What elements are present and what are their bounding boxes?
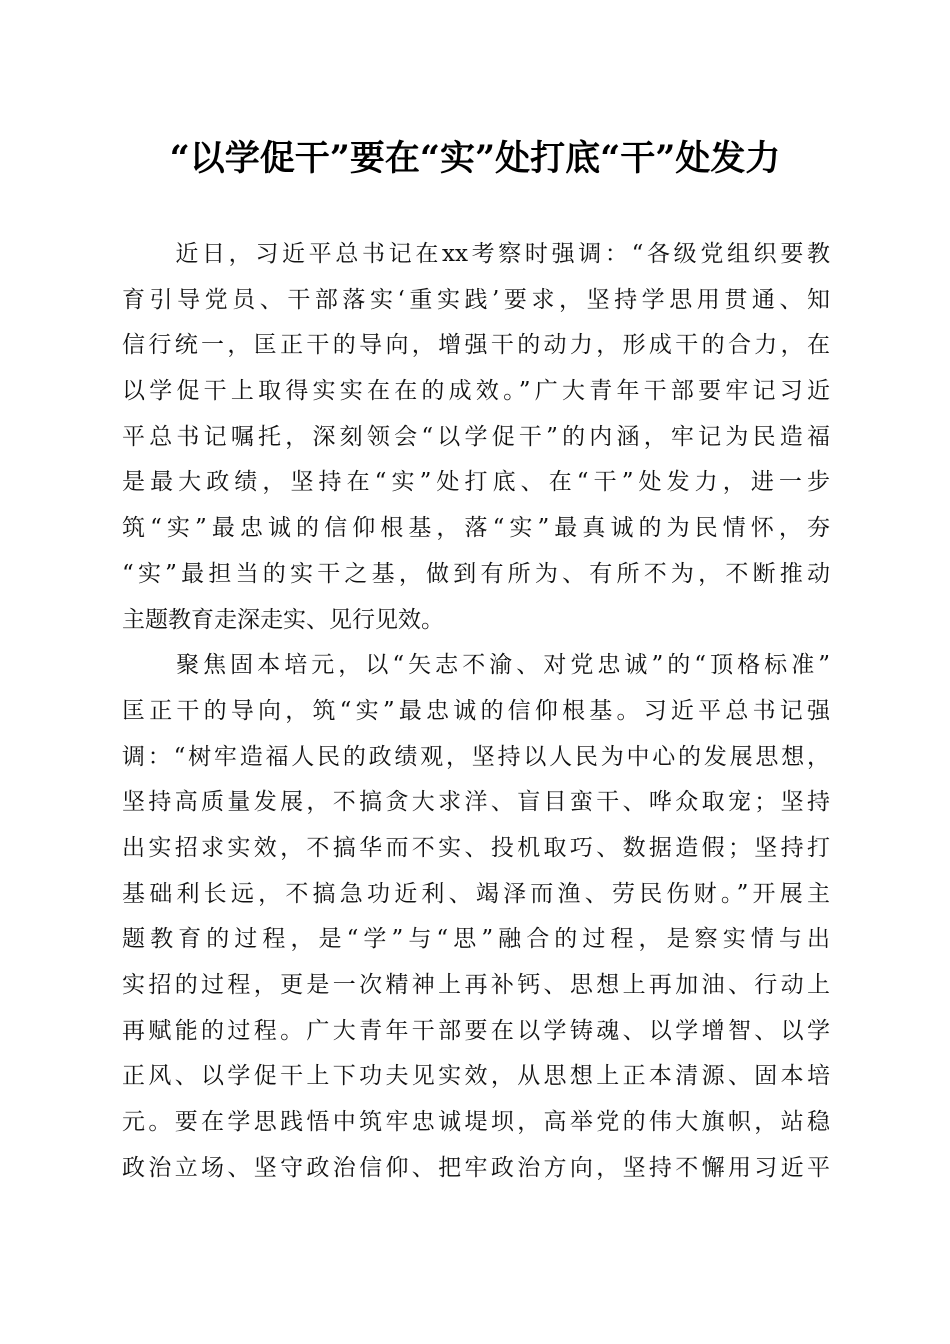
text-line: 再赋能的过程。广大青年干部要在以学铸魂、以学增智、以学 xyxy=(122,1017,830,1044)
text-line: 聚焦固本培元，以“矢志不渝、对党忠诚”的“顶格标准” xyxy=(122,652,830,679)
text-line: 实招的过程，更是一次精神上再补钙、思想上再加油、行动上 xyxy=(122,972,830,998)
document-title: “以学促干”要在“实”处打底“干”处发力 xyxy=(169,138,781,179)
text-line: 是最大政绩，坚持在“实”处打底、在“干”处发力，进一步 xyxy=(122,469,830,496)
paragraph xyxy=(122,643,830,1191)
text-line: 平总书记嘱托，深刻领会“以学促干”的内涵，牢记为民造福 xyxy=(122,423,830,450)
text-line: 近日，习近平总书记在xx考察时强调：“各级党组织要教 xyxy=(122,241,830,267)
text-line: 元。要在学思践悟中筑牢忠诚堤坝，高举党的伟大旗帜，站稳 xyxy=(122,1109,830,1136)
text-line: 基础利长远，不搞急功近利、竭泽而渔、劳民伤财。”开展主 xyxy=(122,880,830,907)
document-body xyxy=(122,232,830,1191)
text-line: 调：“树牢造福人民的政绩观，坚持以人民为中心的发展思想， xyxy=(122,743,830,770)
text-line: 育引导党员、干部落实‘重实践’要求，坚持学思用贯通、知 xyxy=(122,286,830,313)
text-line: 正风、以学促干上下功夫见实效，从思想上正本清源、固本培 xyxy=(122,1063,830,1090)
text-line: 政治立场、坚守政治信仰、把牢政治方向，坚持不懈用习近平 xyxy=(122,1154,830,1181)
text-line: 筑“实”最忠诚的信仰根基，落“实”最真诚的为民情怀，夯 xyxy=(122,515,830,542)
text-line: 主题教育走深走实、见行见效。 xyxy=(122,606,444,633)
text-line: 以学促干上取得实实在在的成效。”广大青年干部要牢记习近 xyxy=(122,378,830,405)
text-line: “实”最担当的实干之基，做到有所为、有所不为，不断推动 xyxy=(122,560,830,587)
text-line: 坚持高质量发展，不搞贪大求洋、盲目蛮干、哗众取宠；坚持 xyxy=(122,789,830,816)
text-line: 信行统一，匡正干的导向，增强干的动力，形成干的合力，在 xyxy=(122,332,830,359)
text-line: 出实招求实效，不搞华而不实、投机取巧、数据造假；坚持打 xyxy=(122,834,830,861)
text-line: 题教育的过程，是“学”与“思”融合的过程，是察实情与出 xyxy=(122,926,830,953)
paragraph xyxy=(122,232,830,643)
text-line: 匡正干的导向，筑“实”最忠诚的信仰根基。习近平总书记强 xyxy=(122,697,830,724)
